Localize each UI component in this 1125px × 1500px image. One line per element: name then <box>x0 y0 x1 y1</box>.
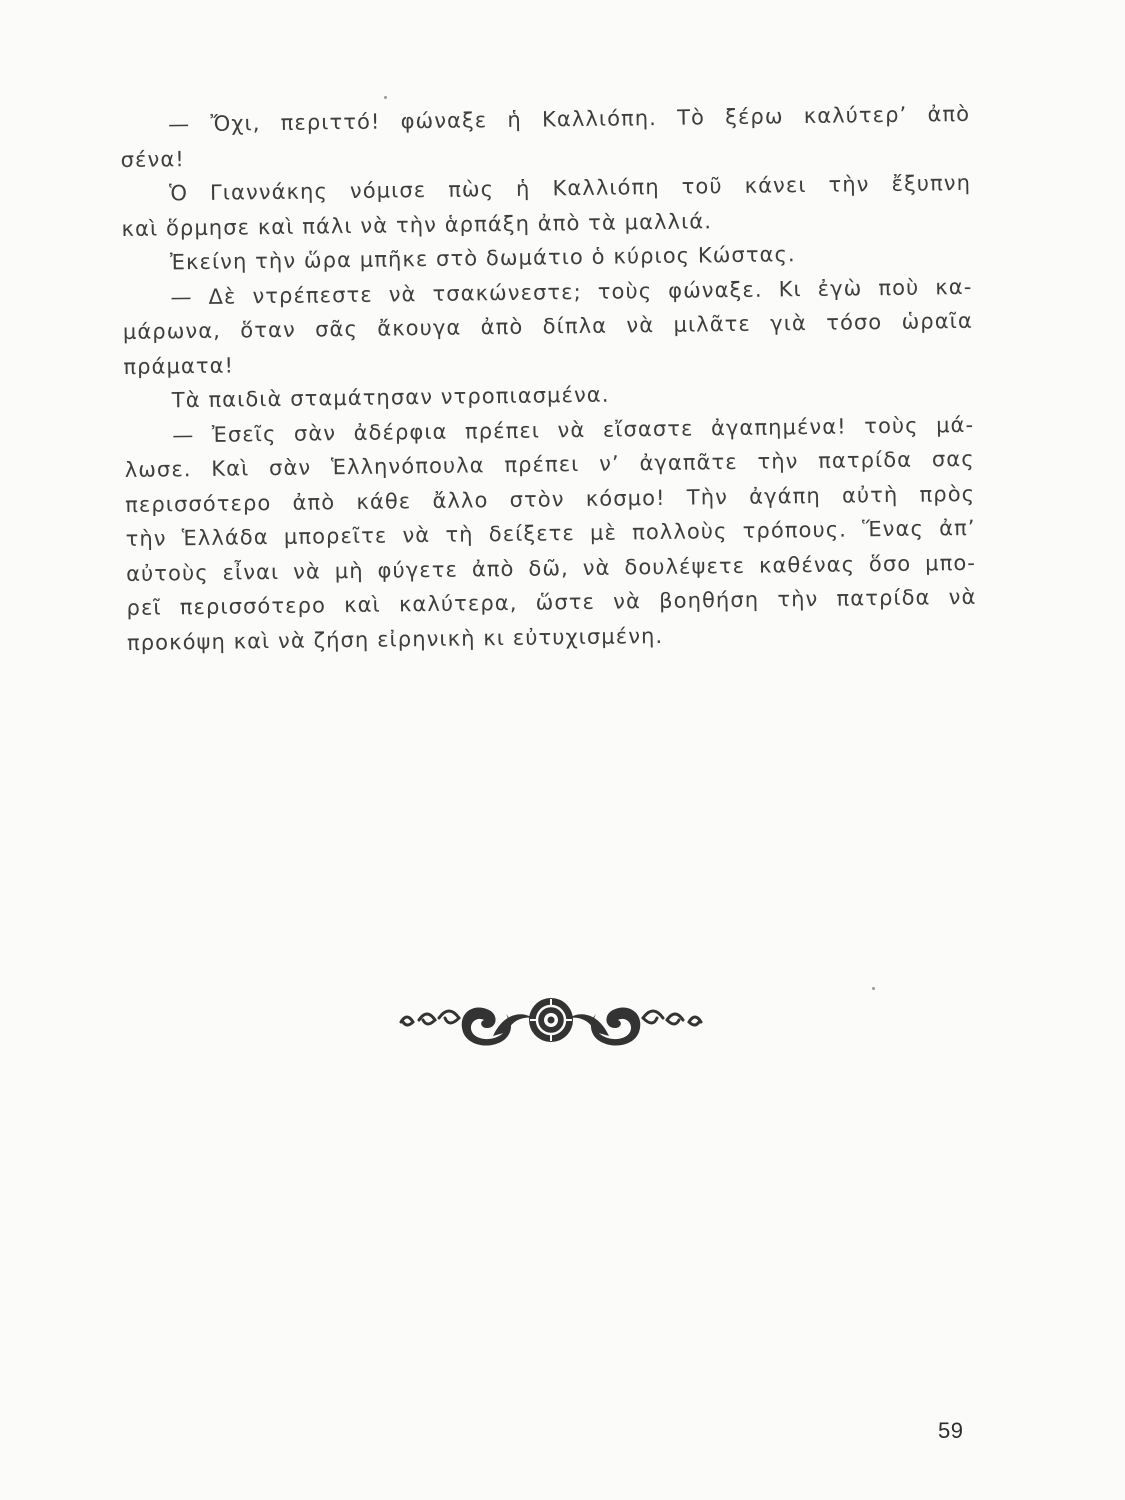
page-number: 59 <box>938 1418 964 1443</box>
text-line: ρεῖ περισσότερο καὶ καλύτερα, ὥστε νὰ βοηθήση τὴν πατρίδα νὰ <box>126 584 977 620</box>
text-line: καὶ ὅρμησε καὶ πάλι νὰ τὴν ἁρπάξη ἀπὸ τὰ μαλλιά. <box>121 208 713 241</box>
page-number-container <box>938 1418 963 1444</box>
text-line: — Ἐσεῖς σὰν ἀδέρφια πρέπει νὰ εἴσαστε ἀγαπημένα! τοὺς μά- <box>172 412 975 447</box>
text-line: τὴν Ἑλλάδα μπορεῖτε νὰ τὴ δείξετε μὲ πολλοὺς τρόπους. Ἕνας ἀπ’ <box>125 515 976 551</box>
text-line: Ὁ Γιαννάκης νόμισε πὼς ἡ Καλλιόπη τοῦ κάνει τὴν ἔξυπνη <box>168 170 972 206</box>
text-line: Ἐκείνη τὴν ὥρα μπῆκε στὸ δωμάτιο ὁ κύριος Κώστας. <box>169 242 796 275</box>
paper-speck <box>872 987 875 990</box>
text-line: — Δὲ ντρέπεστε νὰ τσακώνεστε; τοὺς φώναξε. Κι ἐγὼ ποὺ κα- <box>170 274 973 309</box>
paper-speck <box>384 96 387 99</box>
body-text <box>120 97 977 660</box>
text-line: πράματα! <box>123 353 235 379</box>
text-line: λωσε. Καὶ σὰν Ἑλληνόπουλα πρέπει ν’ ἀγαπᾶτε τὴν πατρίδα σας <box>124 446 975 482</box>
text-line: — Ὄχι, περιττό! φώναξε ἡ Καλλιόπη. Τὸ ξέρω καλύτερ’ ἀπὸ <box>168 101 971 137</box>
text-line: μάρωνα, ὅταν σᾶς ἄκουγα ἀπὸ δίπλα νὰ μιλᾶτε γιὰ τόσο ὡραῖα <box>122 308 974 344</box>
text-line: προκόψη καὶ νὰ ζήση εἰρηνικὴ κι εὐτυχισμένη. <box>126 623 664 655</box>
text-line: αὐτοὺς εἶναι νὰ μὴ φύγετε ἀπὸ δῶ, νὰ δουλέψετε καθένας ὅσο μπο- <box>125 550 977 586</box>
scroll-ornament-icon <box>393 990 709 1050</box>
text-line: σένα! <box>120 146 185 172</box>
text-line: περισσότερο ἀπὸ κάθε ἄλλο στὸν κόσμο! Τὴν ἀγάπη αὐτὴ πρὸς <box>125 481 976 517</box>
text-line: Τὰ παιδιὰ σταμάτησαν ντροπιασμένα. <box>171 382 610 413</box>
